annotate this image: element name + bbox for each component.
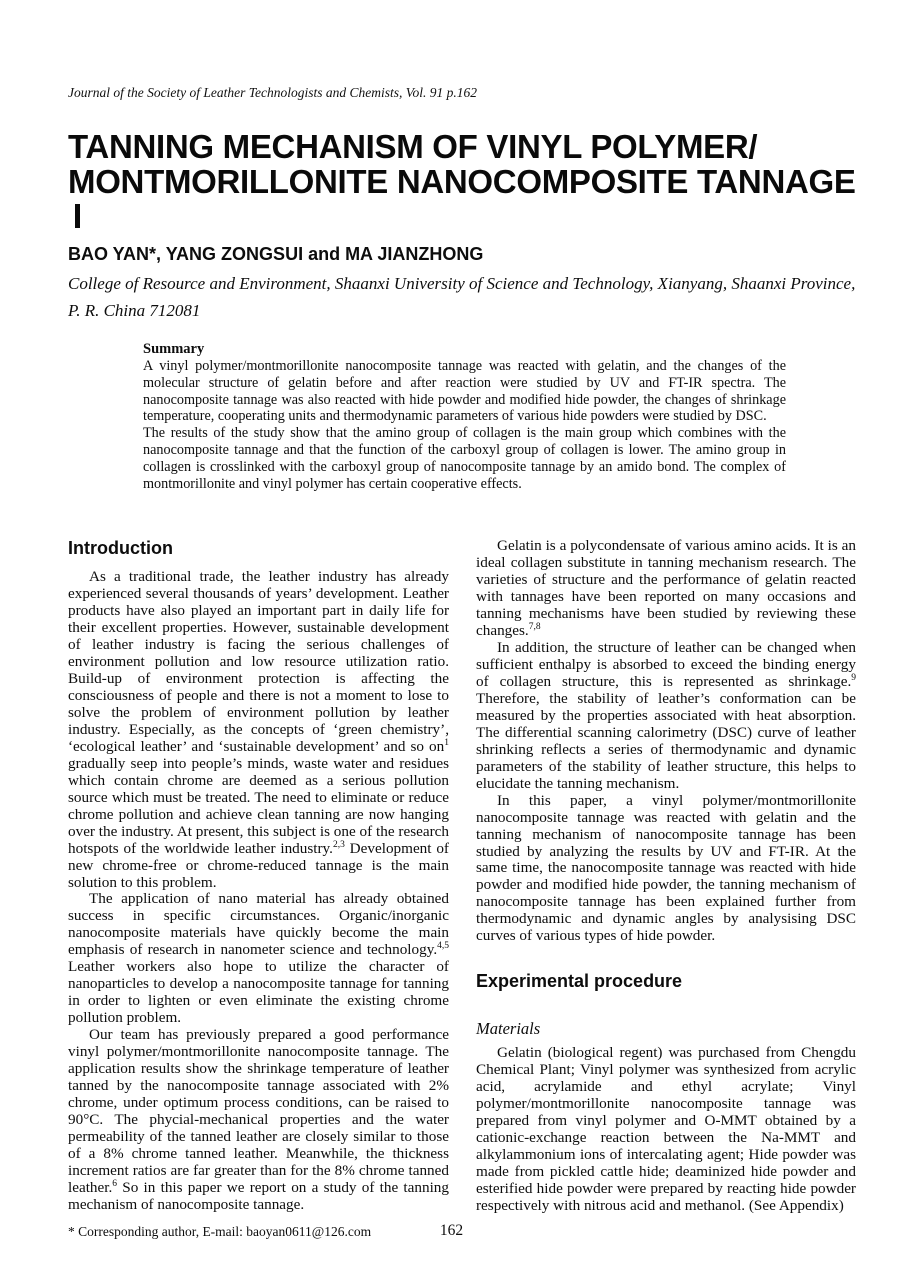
intro-paragraph: As a traditional trade, the leather industry has already experienced several thousands of years’ development. Leather products have also played an important part in daily life for their excellent properties. However, sustainable development of leather industry is facing the serious challenges of environment pollution and low resource utilization ratio. Build-up of environment protection is affecting the consciousness of people and there is not a moment to lose to solve the problem of environment pollution by leather industry. Especially, as the concepts of ‘green chemistry’, ‘ecological leather’ and ‘sustainable development’ and so $on^1$ gradually seep into people’s minds, waste water and residues which contain chrome are deemed as a serious pollution source which must be treated. The need to eliminate or reduce chrome pollution and achieve clean tanning are now hanging over the industry. At present, this subject is one of the research hotspots of the worldwide leather industry.$^{2,3}$ Development of new chrome-free or chrome-reduced tannage is the main solution to this problem.: [68, 568, 449, 891]
introduction-heading: Introduction: [68, 538, 173, 559]
body-paragraph: In this paper, a vinyl polymer/montmorillonite nanocomposite tannage was reacted with gelatin and the tanning mechanism of nanocomposite tannage has been studied by analyzing the results by UV and FT-IR. At the same time, the nanocomposite tannage was reacted with hide powder and modified hide powder, the tanning mechanism of nanocomposite tannage has been explained further from thermodynamic and dynamic angles by analysising DSC curves of various types of hide powder.: [476, 791, 856, 945]
journal-header-line: Journal of the Society of Leather Technologists and Chemists, Vol. 91 p.162: [68, 85, 477, 100]
two-column-body: [68, 538, 856, 1240]
body-paragraph: Gelatin is a polycondensate of various amino acids. It is an ideal collagen substitute in tanning mechanism research. The varieties of structure and the performance of gelatin reacted with tannages have been reported on many occasions and tanning mechanisms have been studied by reviewing these changes.$^{7,8}$: [476, 537, 856, 640]
experimental-procedure-heading: Experimental procedure: [476, 971, 683, 992]
affiliation: [68, 270, 856, 324]
intro-paragraph: Our team has previously prepared a good performance vinyl polymer/montmorillonite nanocomposite tannage. The application results show the shrinkage temperature of leather tanned by the nanocomposite tannage associated with 2% chrome, under optimum process conditions, can be raised to 90°C. The phycial-mechanical properties and the water permeability of the tanned leather are closely similar to those of a 8% chrome tanned leather. Meanwhile, the thickness increment ratios are far greater than for the 8% chrome tanned leather.$^6$ So in this paper we report on a study of the tanning mechanism of nanocomposite tannage.: [68, 1026, 449, 1213]
left-column: [68, 538, 449, 1240]
summary-paragraph: A vinyl polymer/montmorillonite nanocomposite tannage was reacted with gelatin, and the changes of the molecular structure of gelatin before and after reaction were studied by UV and FT-IR spectra. The nanocomposite tannage was also reacted with hide powder and modified hide powder, the changes of shrinkage temperature, cooperating units and thermodynamic parameters of various hide powders were studied by DSC.: [143, 358, 786, 425]
summary-block: [143, 341, 786, 492]
body-paragraph: In addition, the structure of leather can be changed when sufficient enthalpy is absorbed to exceed the binding energy of collagen structure, this is represented as shrinkage.$^9$ Therefore, the stability of leather’s conformation can be measured by the properties associated with heat absorption. The differential scanning calorimetry (DSC) curve of leather shrinking reflects a series of thermodynamic and dynamic parameters of the stability of leather structure, this helps to elucidate the tanning mechanism.: [476, 639, 856, 792]
summary-heading: Summary: [143, 341, 205, 357]
text-cursor-artifact: [75, 204, 80, 228]
right-column: [476, 538, 856, 1240]
intro-paragraph: The application of nano material has already obtained success in specific circumstances. Organic/inorganic nanocomposite materials have quickly become the main emphasis of research in nanometer science and technology.$^{4,5}$ Leather workers also hope to utilize the character of nanoparticles to develop a nanocomposite tannage for tanning in order to lighten or even eliminate the existing chrome pollution problem.: [68, 890, 449, 1027]
title-line-2: MONTMORILLONITE NANOCOMPOSITE TANNAGE: [68, 163, 856, 200]
affiliation-line-1: College of Resource and Environment, Shaanxi University of Science and Technology, Xianyang, Shaanxi Province,: [68, 274, 856, 293]
affiliation-line-2: P. R. China 712081: [68, 301, 201, 320]
materials-subheading: Materials: [476, 1019, 541, 1039]
materials-paragraph: Gelatin (biological regent) was purchased from Chengdu Chemical Plant; Vinyl polymer was synthesized from acrylic acid, acrylamide and ethyl acrylate; Vinyl polymer/montmorillonite nanocomposite tannage was prepared from vinyl polymer and O-MMT obtained by a cationic-exchange reaction between the Na-MMT and alkylammonium ions of intercalating agent; Hide powder was made from pickled cattle hide; deaminized hide powder and esterified hide powder were prepared by reacting hide powder respectively with nitrous acid and methanol. (See Appendix): [476, 1044, 856, 1214]
title-line-1: TANNING MECHANISM OF VINYL POLYMER/: [68, 128, 758, 165]
page-number: 162: [439, 1222, 464, 1239]
paper-title: [68, 129, 856, 234]
authors-line: BAO YAN*, YANG ZONGSUI and MA JIANZHONG: [68, 244, 484, 264]
corresponding-author-footnote: * Corresponding author, E-mail: baoyan0611@126.com: [68, 1224, 372, 1240]
summary-paragraph: The results of the study show that the amino group of collagen is the main group which combines with the nanocomposite tannage and that the function of the carboxyl group of collagen is lower. The amino group in collagen is crosslinked with the carboxyl group of nanocomposite tannage by an amido bond. The complex of montmorillonite and vinyl polymer has certain cooperative effects.: [143, 425, 786, 492]
